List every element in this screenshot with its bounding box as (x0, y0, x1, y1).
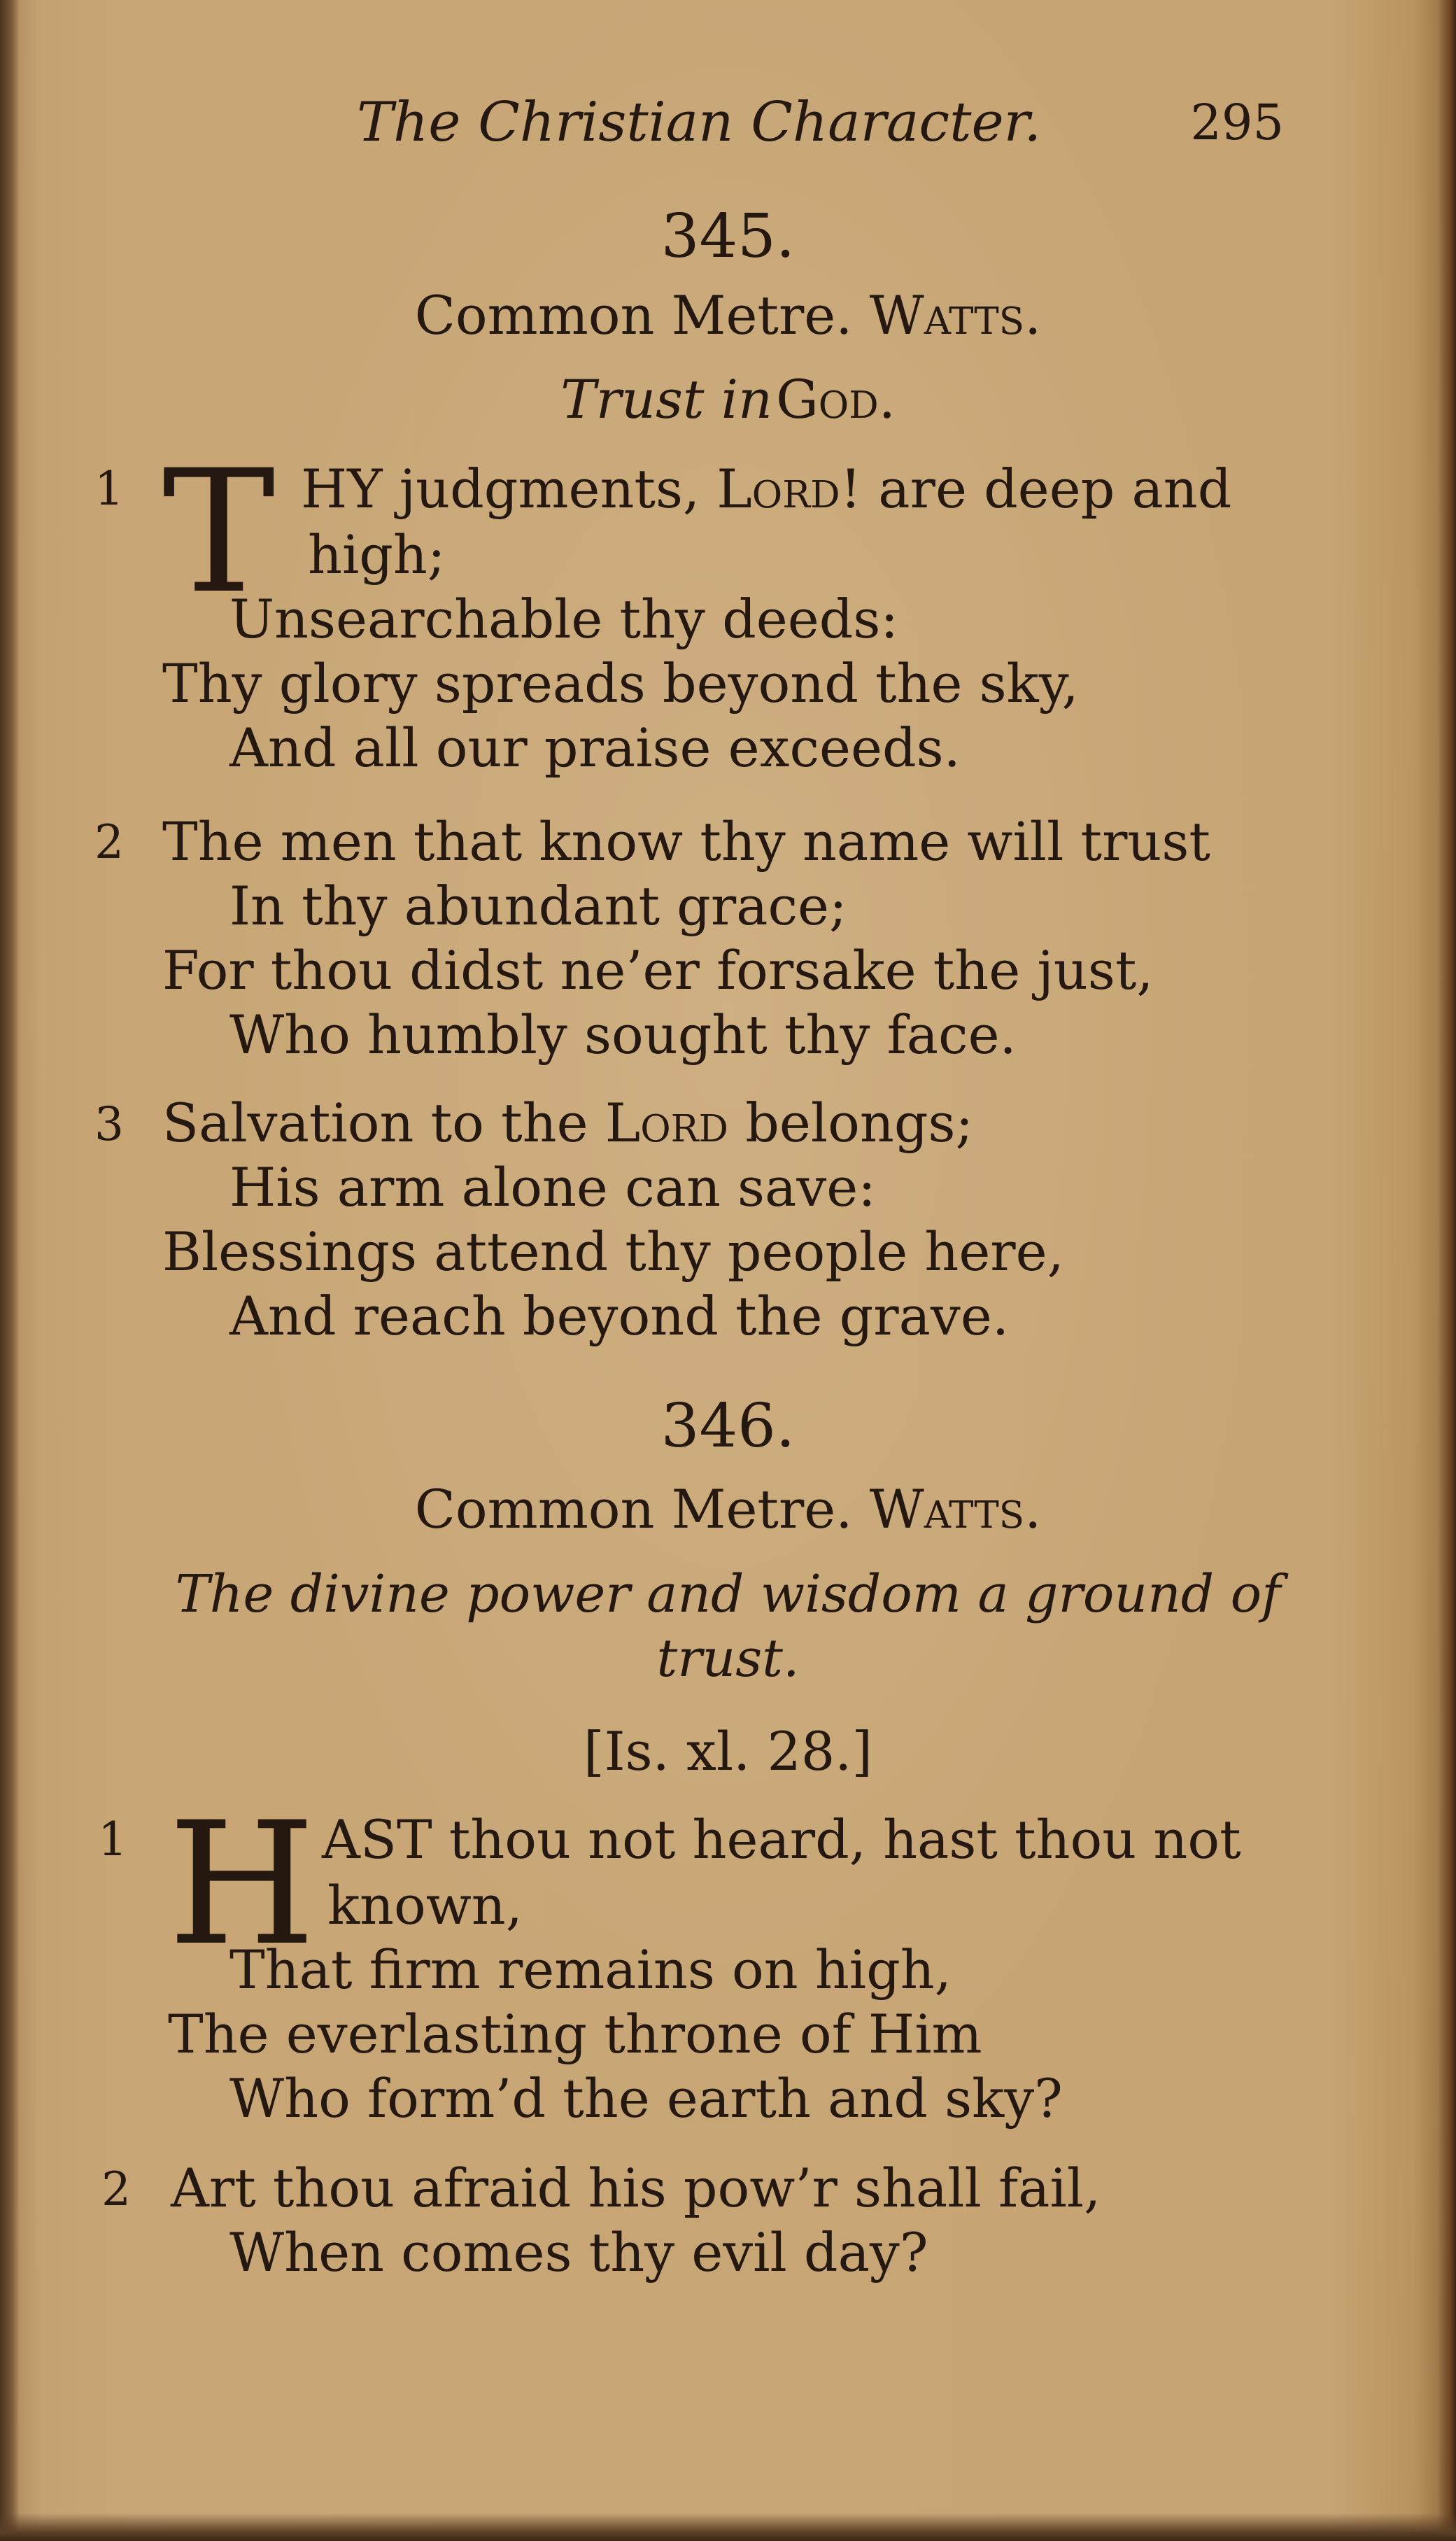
running-title: The Christian Character. (357, 91, 1042, 154)
hymn-346-title-line1: The divine power and wisdom a ground of (175, 1564, 1281, 1624)
verse-line: high; (308, 523, 446, 586)
hymn-346-author: Watts. (869, 1478, 1042, 1540)
hymn-346-metre: Common Metre. (414, 1478, 853, 1540)
drop-cap: T (162, 434, 276, 631)
verse-number: 3 (94, 1097, 124, 1151)
verse-number: 1 (94, 462, 124, 516)
verse-line: The everlasting throne of Him (168, 2003, 982, 2065)
hymn-345-title (0, 368, 1456, 430)
hymn-345-metre: Common Metre. (414, 284, 853, 346)
verse-line: known, (327, 1874, 523, 1936)
hymn-345-author: Watts. (869, 284, 1042, 346)
verse-line: His arm alone can save: (229, 1156, 876, 1218)
hymn-345-number: 345. (660, 202, 796, 272)
verse-line: When comes thy evil day? (229, 2221, 928, 2283)
verse-line: And all our praise exceeds. (229, 717, 961, 779)
hymn-345-metre-line (0, 284, 1456, 346)
verse-number: 1 (98, 1813, 127, 1866)
verse-line: In thy abundant grace; (229, 875, 847, 937)
verse-line: Who form’d the earth and sky? (229, 2067, 1063, 2130)
hymn-345-title-italic: Trust in (560, 368, 772, 430)
verse-line: Who humbly sought thy face. (229, 1004, 1017, 1066)
page-number: 295 (1190, 94, 1284, 151)
hymn-346-number: 346. (660, 1391, 796, 1461)
running-header (350, 84, 1301, 161)
verse-line: HY judgments, Lord! are deep and (301, 458, 1232, 520)
verse-line: AST thou not heard, hast thou not (322, 1808, 1241, 1871)
verse-line: That firm remains on high, (229, 1938, 952, 2001)
page-bottom-edge (0, 2513, 1456, 2541)
verse-line: For thou didst ne’er forsake the just, (162, 939, 1154, 1001)
hymn-345-title-roman: God. (776, 368, 896, 430)
verse-line: Blessings attend thy people here, (162, 1220, 1064, 1283)
hymn-346-metre-line (0, 1478, 1456, 1540)
verse-line: And reach beyond the grave. (229, 1285, 1009, 1347)
verse-line: The men that know thy name will trust (162, 810, 1210, 873)
verse-number: 2 (94, 815, 124, 869)
verse-line: Art thou afraid his pow’r shall fail, (171, 2157, 1101, 2219)
hymn-346-title-line2: trust. (656, 1628, 800, 1689)
hymn-346-reference: [Is. xl. 28.] (584, 1720, 872, 1782)
verse-line: Salvation to the Lord belongs; (162, 1092, 974, 1154)
drop-cap: H (168, 1786, 316, 1983)
verse-line: Unsearchable thy deeds: (229, 588, 898, 650)
verse-number: 2 (101, 2162, 131, 2216)
verse-line: Thy glory spreads beyond the sky, (162, 652, 1079, 715)
